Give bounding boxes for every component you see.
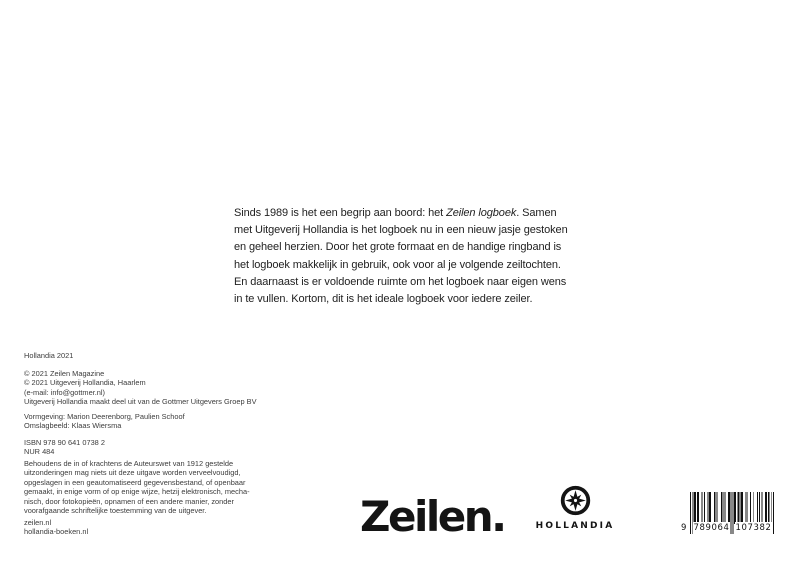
rights-line: uitzonderingen mag niets uit deze uitgave worden verveelvoudigd, (24, 468, 241, 478)
copyright-line: Uitgeverij Hollandia maakt deel uit van de Gottmer Uitgevers Groep BV (24, 397, 257, 407)
websites-block (24, 518, 88, 537)
copyright-line: © 2021 Zeilen Magazine (24, 369, 105, 378)
barcode-digits-right: 107382 (735, 523, 772, 533)
barcode (680, 492, 774, 538)
credits-line: Vormgeving: Marion Deerenborg, Paulien Schoof (24, 412, 185, 421)
website-line: zeilen.nl (24, 518, 52, 527)
nur-line: NUR 484 (24, 447, 55, 457)
hollandia-logo (533, 484, 617, 531)
blurb-series-title: Zeilen logboek (446, 207, 517, 219)
blurb-text-before: Sinds 1989 is het een begrip aan boord: het (234, 207, 447, 219)
rights-line: nisch, door fotokopieën, opnamen of een andere manier, zonder (24, 496, 234, 506)
publisher-year-line: Hollandia 2021 (24, 351, 74, 360)
credits-block (24, 412, 185, 431)
blurb-text-after: . Samen met Uitgeverij Hollandia is het logboek nu in een nieuw jasje gestoken en geheel herzien. Door het grote formaat en de handige ringband is het logboek makkelijk in gebruik, ook voor al je volgende zeiltochten. En daarnaast is er voldoende ruimte om het logboek naar eigen wens in te vullen. Kortom, dit is het ideale logboek voor iedere zeiler. (234, 207, 568, 306)
rights-line: voorafgaande schriftelijke toestemming van de uitgever. (24, 506, 207, 516)
blurb-paragraph (234, 205, 574, 308)
compass-rose-icon (559, 484, 592, 517)
credits-line: Omslagbeeld: Klaas Wiersma (24, 421, 122, 431)
barcode-digit-lead: 9 (680, 523, 687, 533)
rights-block (24, 459, 250, 515)
rights-line: opgeslagen in een geautomatiseerd gegevensbestand, of openbaar (24, 477, 246, 487)
rights-line: gemaakt, in enige vorm of op enige wijze, hetzij elektronisch, mecha- (24, 487, 250, 497)
hollandia-label: HOLLANDIA (535, 521, 615, 531)
zeilen-logo: Zeilen. (360, 492, 505, 541)
copyright-line: (e-mail: info@gottmer.nl) (24, 387, 106, 397)
barcode-digits-left: 789064 (693, 523, 730, 533)
copyright-line: © 2021 Uitgeverij Hollandia, Haarlem (24, 378, 146, 388)
copyright-block (24, 369, 257, 407)
website-line: hollandia-boeken.nl (24, 527, 89, 537)
isbn-block (24, 438, 105, 457)
rights-line: Behoudens de in of krachtens de Auteurswet van 1912 gestelde (24, 459, 234, 468)
isbn-line: ISBN 978 90 641 0738 2 (24, 438, 105, 447)
